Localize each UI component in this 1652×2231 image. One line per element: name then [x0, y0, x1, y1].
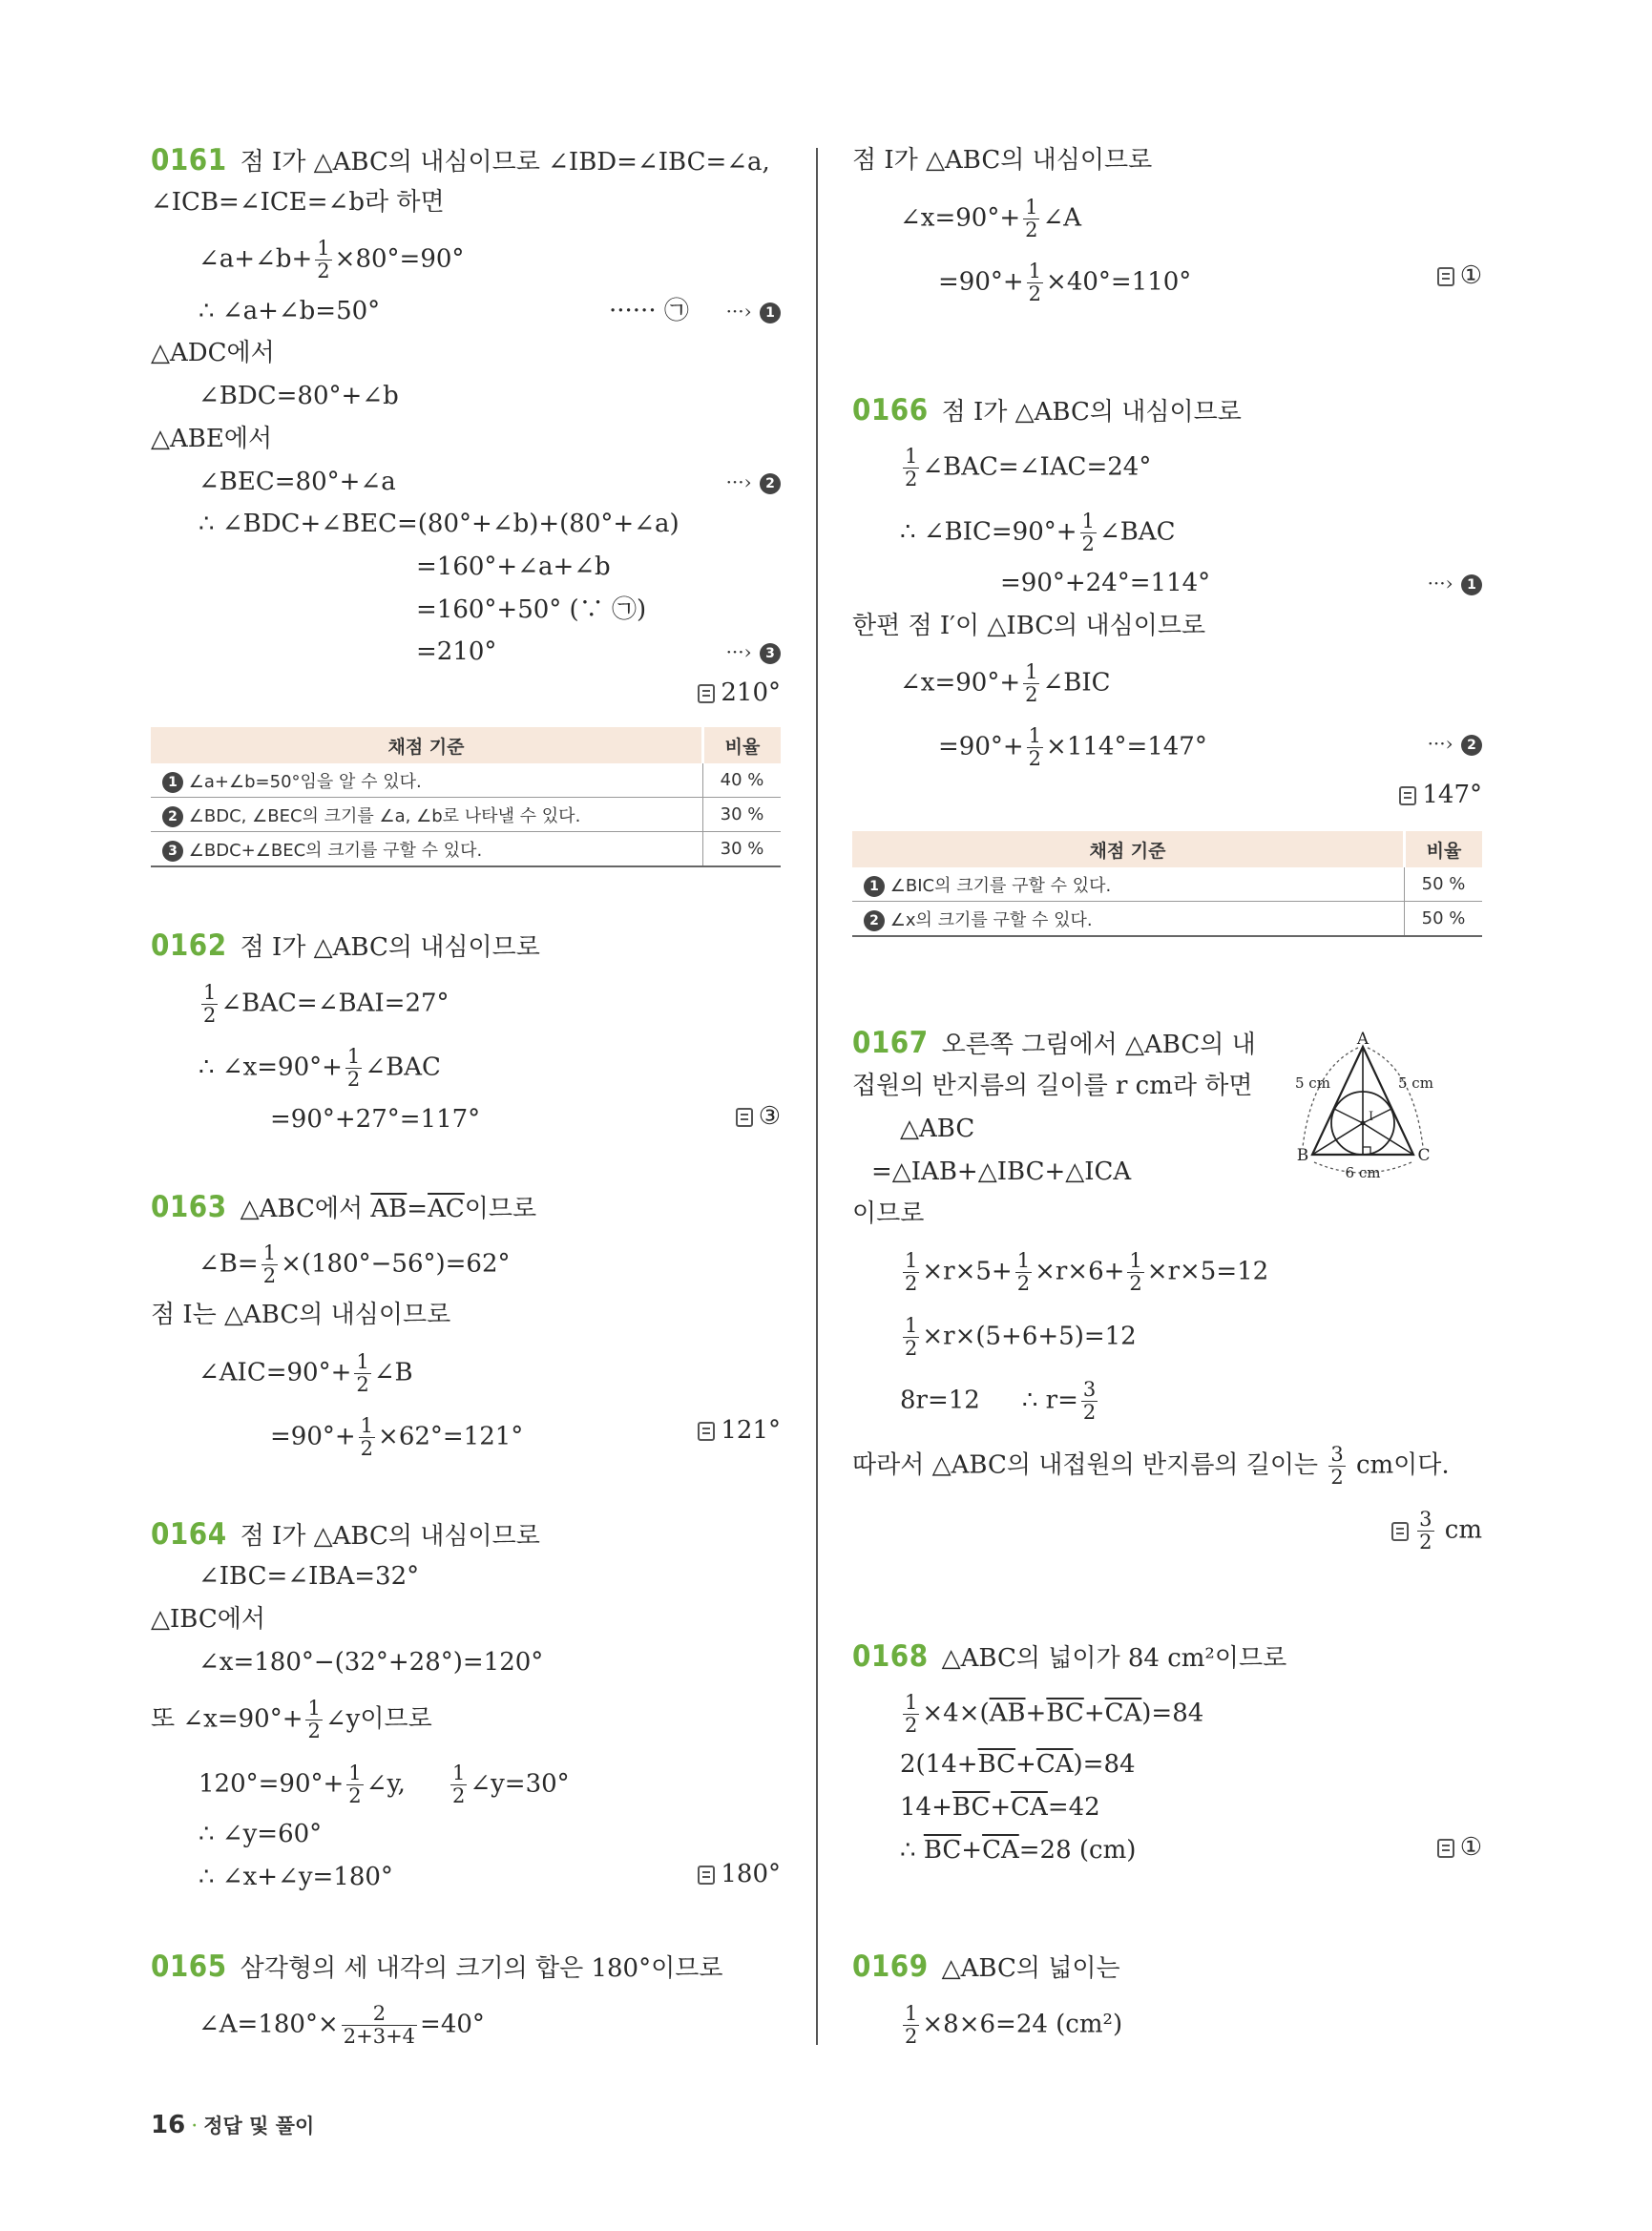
fraction: $\frac{3}{2}$	[1419, 1508, 1432, 1553]
incenter-label: I	[1369, 1110, 1374, 1124]
equation-line: =△IAB+△IBC+△ICA	[871, 1157, 1132, 1186]
answer: 147°	[1399, 781, 1482, 809]
fraction: $\frac{2}{2+3+4}$	[343, 2002, 416, 2048]
equation-line: =90°+ $\frac{1}{2}$ ×62°=121°	[270, 1414, 524, 1460]
section-label: 정답 및 풀이	[203, 2115, 315, 2137]
text-line: 점 I가 △ABC의 내심이므로	[240, 933, 540, 962]
answer: $\frac{3}{2}$ cm	[1391, 1510, 1482, 1553]
text-line: 한편 점 I′이 △IBC의 내심이므로	[852, 612, 1206, 640]
page-number: 16	[151, 2111, 186, 2139]
text-line: 삼각형의 세 내각의 크기의 합은 180°이므로	[240, 1954, 723, 1983]
equation-line: ∴ $\overline{BC}+\overline{CA}=28$ (cm)	[900, 1836, 1137, 1865]
problem-number: 0162	[151, 928, 227, 963]
equation-line: ∴ ∠x=90°+ $\frac{1}{2}$ ∠BAC	[199, 1045, 441, 1091]
text-line: 따라서 △ABC의 내접원의 반지름의 길이는 $\frac{3}{2}$ cm이다.	[852, 1443, 1450, 1489]
answer: ①	[1437, 261, 1482, 290]
problem-number: 0168	[852, 1639, 929, 1674]
equation-line: ∴ ∠BDC+∠BEC=(80°+∠b)+(80°+∠a)	[199, 510, 680, 538]
fraction: $\frac{1}{2}$	[905, 2002, 918, 2048]
equation-line: =160°+∠a+∠b	[416, 553, 611, 581]
text-line: △ABC의 넓이는	[941, 1954, 1120, 1983]
equation-line: $\frac{1}{2}$ ×8×6=24 (cm²)	[905, 2002, 1123, 2048]
fraction: $\frac{1}{2}$	[348, 1762, 362, 1807]
column-divider	[816, 148, 818, 2045]
fraction: $\frac{1}{2}$	[203, 981, 217, 1027]
answer-icon	[698, 1422, 715, 1441]
equation-line: ∠a+∠b+ $\frac{1}{2}$ ×80°=90°	[199, 237, 465, 282]
text-line: △ABE에서	[151, 425, 273, 453]
vertex-c-label: C	[1417, 1146, 1431, 1165]
problem-number: 0166	[852, 393, 929, 427]
equation-line: $14+\overline{BC}+\overline{CA}=42$	[900, 1793, 1100, 1822]
problem-number: 0165	[151, 1950, 227, 1984]
text-line: △ABC의 넓이가 84 cm²이므로	[941, 1644, 1287, 1673]
text-line: 이므로	[852, 1199, 925, 1228]
text-line: 점 I는 △ABC의 내심이므로	[151, 1301, 451, 1329]
answer-icon	[1437, 267, 1454, 286]
equation-line: ∠x=90°+ $\frac{1}{2}$ ∠A	[900, 196, 1082, 241]
fraction: $\frac{1}{2}$	[317, 237, 330, 282]
equation-line: $\frac{1}{2}$ ×r×5+ $\frac{1}{2}$ ×r×6+ $\frac{1}{2}$ ×r×5=12	[905, 1249, 1269, 1295]
text-line: 점 I가 △ABC의 내심이므로	[240, 1522, 540, 1551]
step-marker-1: ···› 1	[1428, 572, 1482, 595]
text-line: 점 I가 △ABC의 내심이므로	[852, 146, 1153, 175]
fraction: $\frac{3}{2}$	[1330, 1443, 1344, 1489]
table-row: 3 ∠BDC+∠BEC의 크기를 구할 수 있다. 30 %	[151, 832, 781, 867]
table-row: 2 ∠BDC, ∠BEC의 크기를 ∠a, ∠b로 나타낼 수 있다. 30 %	[151, 798, 781, 832]
equation-line: ∠A=180°× $\frac{2}{2+3+4}$ =40°	[199, 2002, 485, 2048]
fraction: $\frac{1}{2}$	[1025, 196, 1038, 241]
scoring-table: 채점 기준 비율 1 ∠BIC의 크기를 구할 수 있다. 50 % 2 ∠x의 크기를 구할 수 있다. 50 %	[852, 831, 1482, 937]
text-line: 점 I가 △ABC의 내심이므로 ∠IBD=∠IBC=∠a,	[240, 148, 770, 177]
text-line: 점 I가 △ABC의 내심이므로	[941, 398, 1242, 427]
scoring-table: 채점 기준 비율 1 ∠a+∠b=50°임을 알 수 있다. 40 % 2 ∠BDC, ∠BEC의 크기를 ∠a, ∠b로 나타낼 수 있다. 30 % 3 ∠BDC+∠BEC의 크기를 구할 수 있다. 30 %	[151, 727, 781, 867]
fraction: $\frac{1}{2}$	[1081, 510, 1095, 555]
answer-icon	[1437, 1839, 1454, 1858]
fraction: $\frac{1}{2}$	[1028, 260, 1042, 305]
answer: ①	[1437, 1833, 1482, 1862]
page-footer	[151, 2111, 314, 2139]
equation-tag: ······ ㉠	[609, 297, 689, 325]
equation-line: ∠B= $\frac{1}{2}$ ×(180°−56°)=62°	[199, 1241, 511, 1287]
text-line: 오른쪽 그림에서 △ABC의 내	[941, 1031, 1256, 1059]
equation-line: ∴ ∠y=60°	[199, 1820, 323, 1848]
equation-line: $\frac{1}{2}$ ×r×(5+6+5)=12	[905, 1314, 1137, 1360]
answer: 210°	[698, 678, 781, 707]
equation-line: ∠x=90°+ $\frac{1}{2}$ ∠BIC	[900, 660, 1111, 706]
answer: ③	[736, 1102, 781, 1131]
problem-number: 0164	[151, 1517, 227, 1552]
side-bc-label: 6 cm	[1345, 1164, 1381, 1178]
equation-line: $\frac{1}{2}$ $\times 4\times(\overline{AB}+\overline{BC}+\overline{CA})=84$	[905, 1691, 1204, 1737]
fraction: $\frac{1}{2}$	[262, 1241, 277, 1287]
side-ac-label: 5 cm	[1398, 1074, 1433, 1092]
vertex-b-label: B	[1296, 1146, 1309, 1165]
problem-number: 0169	[852, 1950, 929, 1984]
equation-line: =160°+50° (∵ ㉠)	[416, 595, 647, 624]
equation-line: $\frac{1}{2}$ ∠BAC=∠IAC=24°	[905, 445, 1152, 490]
fraction: $\frac{1}{2}$	[1129, 1249, 1142, 1295]
table-row: 1 ∠a+∠b=50°임을 알 수 있다. 40 %	[151, 763, 781, 798]
equation-line: =90°+ $\frac{1}{2}$ ×40°=110°	[938, 260, 1192, 305]
fraction: $\frac{1}{2}$	[307, 1697, 321, 1742]
equation-line: △ABC	[900, 1115, 975, 1143]
table-row: 1 ∠BIC의 크기를 구할 수 있다. 50 %	[852, 867, 1482, 902]
equation-line: ∠x=180°−(32°+28°)=120°	[199, 1648, 544, 1677]
equation-line: 8r=12 ∴ r= $\frac{3}{2}$	[900, 1378, 1097, 1424]
text-line: △ADC에서	[151, 339, 275, 367]
equation-line: ∴ ∠BIC=90°+ $\frac{1}{2}$ ∠BAC	[900, 510, 1176, 555]
answer: 121°	[698, 1416, 781, 1445]
equation-line: $2(14+\overline{BC}+\overline{CA})=84$	[900, 1750, 1136, 1779]
fraction: $\frac{1}{2}$	[346, 1045, 361, 1091]
fraction: $\frac{3}{2}$	[1082, 1378, 1097, 1424]
footer-separator: ·	[191, 2115, 199, 2138]
step-marker-2: ···› 2	[726, 470, 781, 494]
text-line: 또 ∠x=90°+ $\frac{1}{2}$ ∠y이므로	[151, 1697, 432, 1742]
step-marker-1: ···› 1	[726, 300, 781, 323]
equation-line: ∠BEC=80°+∠a	[199, 468, 396, 496]
equation-line: 120°=90°+ $\frac{1}{2}$ ∠y, $\frac{1}{2}$ ∠y=30°	[199, 1762, 570, 1807]
equation-line: $\frac{1}{2}$ ∠BAC=∠BAI=27°	[203, 981, 450, 1027]
text-line: △IBC에서	[151, 1605, 265, 1634]
problem-number: 0167	[852, 1026, 929, 1060]
answer-icon	[736, 1108, 753, 1127]
step-marker-2: ···› 2	[1428, 732, 1482, 756]
table-row: 2 ∠x의 크기를 구할 수 있다. 50 %	[852, 902, 1482, 937]
equation-line: =210°	[416, 637, 497, 666]
problem-number: 0161	[151, 143, 227, 177]
fraction: $\frac{1}{2}$	[356, 1350, 369, 1396]
step-marker-3: ···› 3	[726, 640, 781, 664]
fraction: $\frac{1}{2}$	[360, 1414, 374, 1460]
fraction: $\frac{1}{2}$	[905, 1249, 918, 1295]
equation-line: ∠IBC=∠IBA=32°	[199, 1562, 420, 1591]
answer-icon	[1399, 786, 1416, 805]
fraction: $\frac{1}{2}$	[1016, 1249, 1031, 1295]
fraction: $\frac{1}{2}$	[905, 1691, 918, 1737]
text-line: ∠ICB=∠ICE=∠b라 하면	[151, 188, 445, 217]
fraction: $\frac{1}{2}$	[905, 1314, 918, 1360]
equation-line: =90°+24°=114°	[1000, 569, 1211, 597]
equation-line: =90°+ $\frac{1}{2}$ ×114°=147°	[938, 724, 1207, 770]
text-line: 접원의 반지름의 길이를 r cm라 하면	[852, 1072, 1253, 1100]
fraction: $\frac{1}{2}$	[1028, 724, 1042, 770]
answer-icon	[1391, 1522, 1409, 1541]
fraction: $\frac{1}{2}$	[1025, 660, 1038, 706]
fraction: $\frac{1}{2}$	[905, 445, 918, 490]
incircle-triangle-figure	[1293, 1031, 1484, 1178]
equation-line: ∠AIC=90°+ $\frac{1}{2}$ ∠B	[199, 1350, 413, 1396]
equation-line: ∴ ∠x+∠y=180°	[199, 1863, 393, 1891]
side-ab-label: 5 cm	[1295, 1074, 1330, 1092]
equation-line: =90°+27°=117°	[270, 1105, 481, 1134]
vertex-a-label: A	[1356, 1031, 1370, 1049]
answer-icon	[698, 1866, 715, 1885]
fraction: $\frac{1}{2}$	[451, 1762, 466, 1807]
problem-number: 0163	[151, 1190, 227, 1224]
answer-icon	[698, 684, 715, 703]
equation-line: ∴ ∠a+∠b=50°	[199, 297, 381, 325]
equation-line: ∠BDC=80°+∠b	[199, 382, 399, 410]
answer: 180°	[698, 1860, 781, 1888]
